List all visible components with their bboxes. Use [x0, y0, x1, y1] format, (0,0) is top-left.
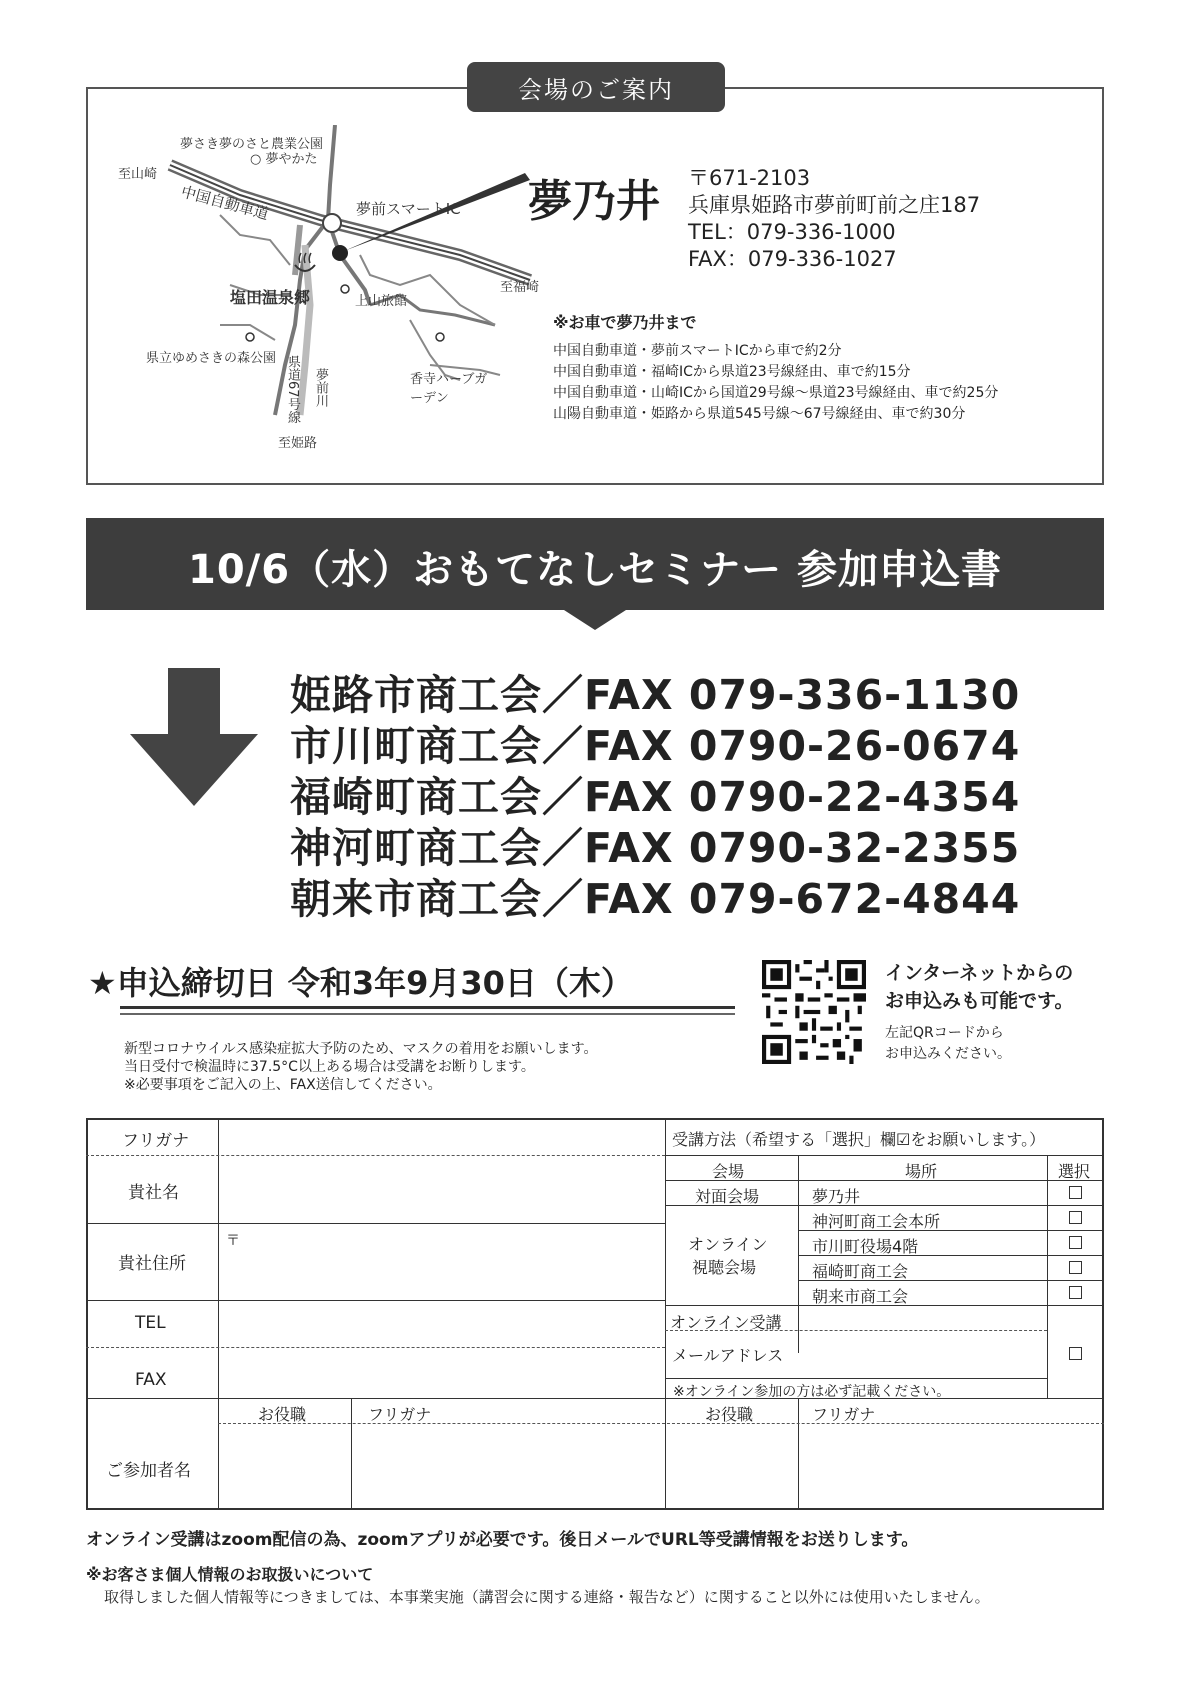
venue-section-title: 会場のご案内 [467, 62, 725, 112]
col-place: 場所 [905, 1162, 938, 1181]
fax-line-himeji: 姫路市商工会／FAX 079-336-1130 [290, 671, 1021, 719]
notice-fax: ※必要事項をご記入の上、FAX送信してください。 [124, 1077, 442, 1093]
deadline-rule [120, 1006, 735, 1009]
map-label-expressway: 中国自動車道 [179, 182, 271, 224]
car-route: 中国自動車道・夢前スマートICから車で約2分 [553, 343, 842, 359]
map-label-onsen: 塩田温泉郷 [230, 288, 311, 307]
tel-input[interactable] [220, 1302, 664, 1346]
deadline: ★申込締切日 令和3年9月30日（木） [88, 964, 633, 1002]
col-venue: 会場 [712, 1162, 745, 1181]
map-label-park: 夢さき夢のさと農業公園 [180, 137, 324, 152]
qr-code[interactable] [762, 960, 866, 1064]
online-label: オンライン受講 [670, 1313, 782, 1332]
fax-line-kamikawa: 神河町商工会／FAX 0790-32-2355 [290, 824, 1021, 872]
privacy-text: 取得しました個人情報等につきましては、本事業実施（講習会に関する連絡・報告など）に関すること以外には使用いたしません。 [104, 1588, 990, 1606]
venue-tel: TEL：079-336-1000 [688, 220, 896, 244]
select-checkbox-ichikawa[interactable] [1069, 1236, 1082, 1249]
company-input[interactable] [220, 1157, 664, 1221]
place-ichikawa: 市川町役場4階 [812, 1237, 919, 1256]
online-venue-label-2: 視聴会場 [692, 1258, 757, 1277]
attendee-position-input-1[interactable] [220, 1425, 350, 1508]
postal-mark: 〒 [226, 1233, 240, 1249]
in-person-label: 対面会場 [695, 1187, 760, 1206]
place-fukusaki: 福崎町商工会 [812, 1262, 909, 1281]
venue-fax: FAX：079-336-1027 [688, 247, 897, 271]
car-route: 山陽自動車道・姫路から県道545号線～67号線経由、車で約30分 [553, 406, 966, 422]
internet-line4: お申込みください。 [885, 1046, 1011, 1062]
car-route: 中国自動車道・山崎ICから国道29号線～県道23号線経由、車で約25分 [553, 385, 999, 401]
fax-line-fukusaki: 福崎町商工会／FAX 0790-22-4354 [290, 773, 1021, 821]
map-label-to-yamasaki: 至山崎 [118, 167, 158, 182]
map-label-yumeyakata: ○ 夢やかた [250, 152, 318, 167]
select-checkbox-fukusaki[interactable] [1069, 1261, 1082, 1274]
fax-input[interactable] [220, 1349, 664, 1397]
map-label-to-fukusaki: 至福崎 [500, 280, 540, 295]
internet-line1: インターネットからの [885, 962, 1074, 984]
smart-ic-marker [323, 214, 341, 232]
venue-postal: 〒671-2103 [688, 166, 811, 190]
place-yumenoi: 夢乃井 [812, 1187, 861, 1206]
fax-label: FAX [135, 1370, 167, 1390]
map-label-smart-ic: 夢前スマートIC [356, 200, 461, 218]
col-select: 選択 [1058, 1162, 1091, 1181]
position-label-2: お役職 [705, 1405, 754, 1424]
venue-address: 兵庫県姫路市夢前町前之庄187 [688, 193, 981, 217]
email-input[interactable] [800, 1332, 1045, 1376]
zoom-note: オンライン受講はzoom配信の為、zoomアプリが必要です。後日メールでURL等受講情報をお送りします。 [86, 1530, 919, 1550]
fax-line-asago: 朝来市商工会／FAX 079-672-4844 [290, 875, 1021, 923]
address-label: 貴社住所 [118, 1254, 186, 1274]
attendee-furigana-label: フリガナ [368, 1405, 432, 1424]
map-label-river: 夢前川 [313, 368, 328, 407]
attendee-name-input-1[interactable] [353, 1425, 663, 1508]
email-label: メールアドレス [672, 1346, 784, 1365]
tel-label: TEL [135, 1313, 166, 1333]
venue-marker [332, 245, 348, 261]
attendee-furigana-label-2: フリガナ [812, 1405, 876, 1424]
online-venue-label-1: オンライン [688, 1235, 768, 1254]
car-access-title: ※お車で夢乃井まで [553, 313, 697, 332]
map-label-forest-park: 県立ゆめさきの森公園 [146, 351, 277, 366]
select-checkbox-yumenoi[interactable] [1069, 1186, 1082, 1199]
map-label-herb-garden: 香寺ハーブガーデン [410, 372, 488, 406]
company-label: 貴社名 [128, 1183, 179, 1203]
car-route: 中国自動車道・福崎ICから県道23号線経由、車で約15分 [553, 364, 911, 380]
privacy-title: ※お客さま個人情報のお取扱いについて [86, 1565, 374, 1584]
position-label: お役職 [258, 1405, 307, 1424]
notice-temperature: 当日受付で検温時に37.5°C以上ある場合は受講をお断りします。 [124, 1059, 535, 1075]
attendee-name-input-2[interactable] [800, 1425, 1102, 1508]
map-label-to-himeji: 至姫路 [278, 436, 318, 451]
select-checkbox-asago[interactable] [1069, 1286, 1082, 1299]
address-input[interactable] [220, 1225, 664, 1299]
map-label-kamiyama: 上山旅館 [355, 294, 408, 309]
online-note: ※オンライン参加の方は必ず記載ください。 [673, 1384, 951, 1400]
down-arrow-icon [128, 668, 260, 808]
notice-mask: 新型コロナウイルス感染症拡大予防のため、マスクの着用をお願いします。 [124, 1041, 598, 1057]
furigana-input[interactable] [220, 1120, 664, 1154]
attendee-label: ご参加者名 [106, 1461, 191, 1481]
select-checkbox-kamikawa[interactable] [1069, 1211, 1082, 1224]
select-checkbox-online[interactable] [1069, 1347, 1082, 1360]
place-asago: 朝来市商工会 [812, 1287, 909, 1306]
map-label-route67: 県道67号線 [285, 355, 300, 424]
method-title: 受講方法（希望する「選択」欄☑をお願いします。） [672, 1130, 1046, 1149]
fax-line-ichikawa: 市川町商工会／FAX 0790-26-0674 [290, 722, 1021, 770]
attendee-position-input-2[interactable] [667, 1425, 797, 1508]
internet-line3: 左記QRコードから [885, 1025, 1004, 1041]
internet-line2: お申込みも可能です。 [885, 990, 1074, 1012]
venue-name: 夢乃井 [528, 176, 660, 227]
furigana-label: フリガナ [122, 1131, 190, 1151]
place-kamikawa: 神河町商工会本所 [812, 1212, 941, 1231]
seminar-title: 10/6（水）おもてなしセミナー 参加申込書 [187, 547, 1003, 593]
